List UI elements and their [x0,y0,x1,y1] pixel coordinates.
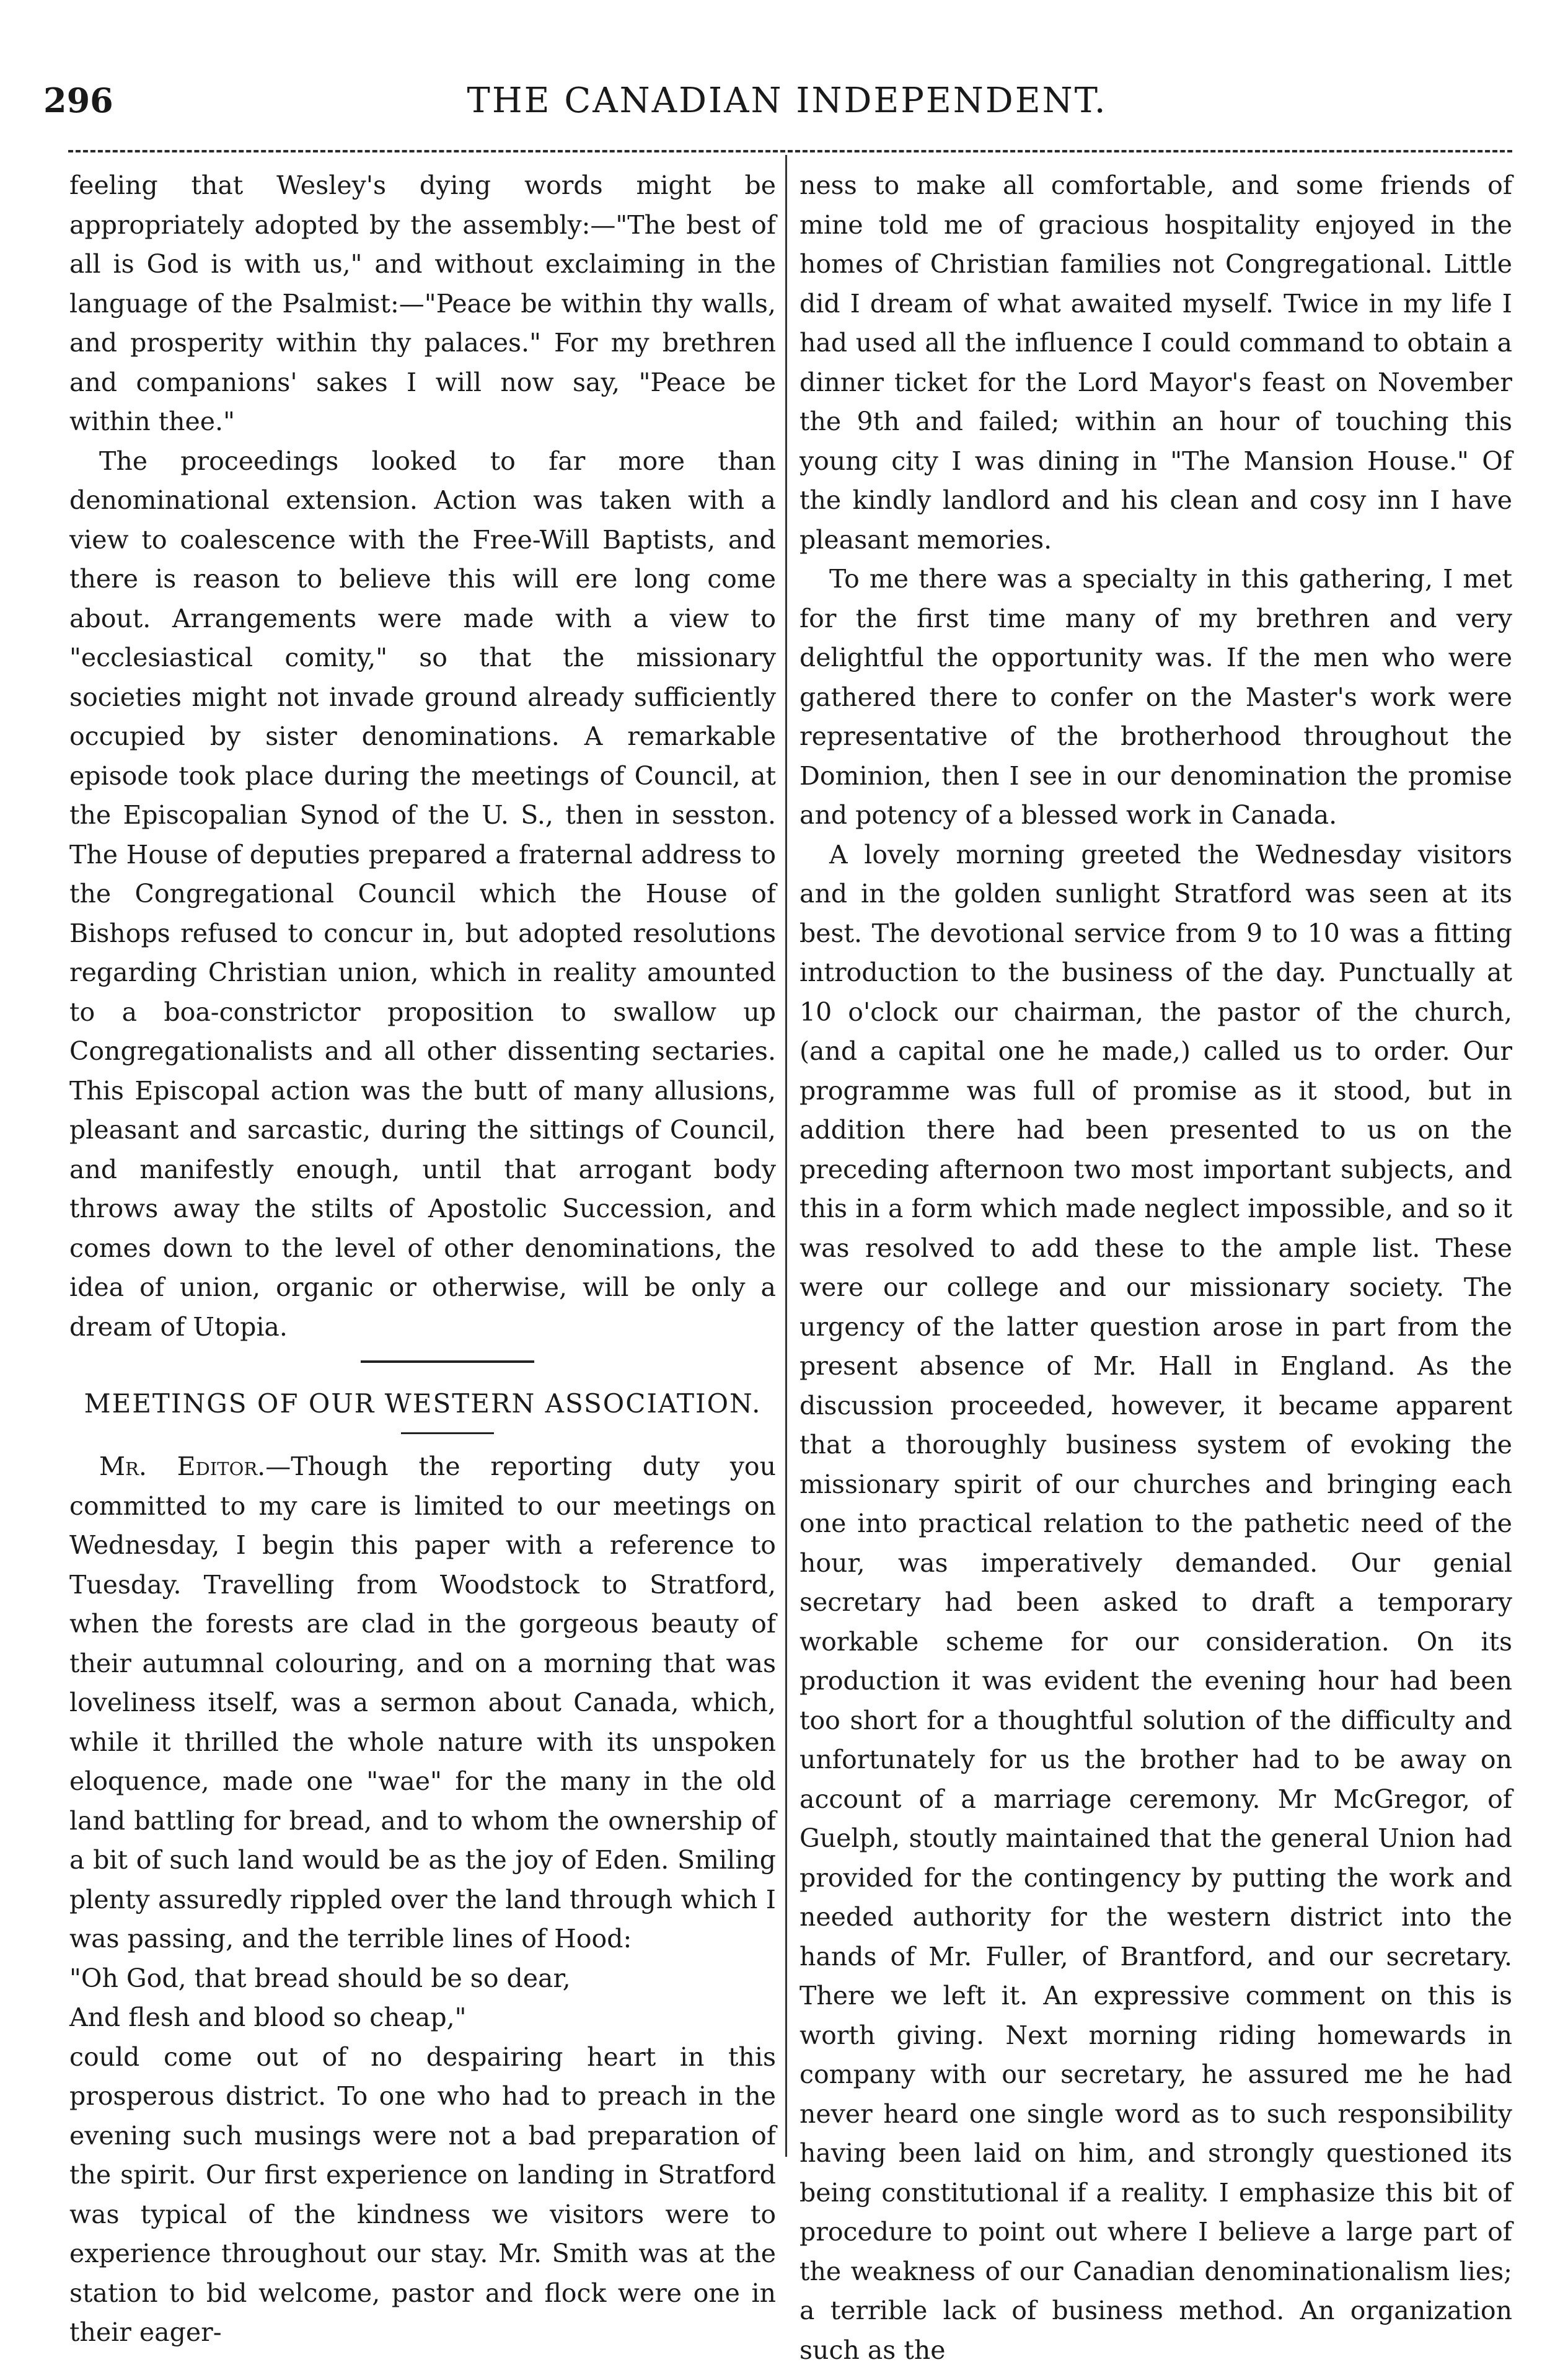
right-paragraph-3: A lovely morning greeted the Wednesday visitors and in the golden sunlight Stratford was seen at its best. The devotional service from 9 to 10 was a fitting introduction to the business of the day. Punctually at 10 o'clock our chairman, the pastor of the church, (and a capital one he made,) called us to order. Our programme was full of promise as it stood, but in addition there had been presented to us on the preceding afternoon two most important subjects, and this in a form which made neglect impossible, and so it was resolved to add these to the ample list. These were our college and our missionary society. The urgency of the latter question arose in part from the present absence of Mr. Hall in England. As the discussion proceeded, however, it became apparent that a thoroughly business system of evoking the missionary spirit of our churches and bringing each one into practical relation to the pathetic need of the hour, was imperatively demanded. Our genial secretary had been asked to draft a temporary workable scheme for our consideration. On its production it was evident the evening hour had been too short for a thoughtful solution of the difficulty and unfortunately for us the brother had to be away on account of a marriage ceremony. Mr McGregor, of Guelph, stoutly maintained that the general Union had provided for the contingency by putting the work and needed authority for the western district into the hands of Mr. Fuller, of Brantford, and our secretary. There we left it. An expressive comment on this is worth giving. Next morning riding homewards in company with our secretary, he assured me he had never heard one single word as to such responsibility having been laid on him, and strongly questioned its being constitutional if a reality. I emphasize this bit of procedure to point out where I believe a large part of the weakness of our Canadian denominationalism lies; a terrible lack of business method. An organization such as the [799,835,1512,2370]
page-number: 296 [43,81,113,120]
left-paragraph-3-text: —Though the reporting duty you committed to my care is limited to our meetings on Wednesday, I begin this paper with a reference to Tuesday. Travelling from Woodstock to Stratford, when the forests are clad in the gorgeous beauty of their autumnal colouring, and on a morning that was loveliness itself, was a sermon about Canada, which, while it thrilled the whole nature with its unspoken eloquence, made one "wae" for the many in the old land battling for bread, and to whom the ownership of a bit of such land would be as the joy of Eden. Smiling plenty assuredly rippled over the land through which I was passing, and the terrible lines of Hood: [69,1452,776,1954]
left-paragraph-4: could come out of no despairing heart in this prosperous district. To one who had to preach in the evening such musings were not a bad preparation of the spirit. Our first experience on landing in Stratford was typical of the kindness we visitors were to experience throughout our stay. Mr. Smith was at the station to bid welcome, pastor and flock were one in their eager- [69,2038,776,2353]
quote-line-2: And flesh and blood so cheap," [69,1998,776,2038]
left-paragraph-3 [69,1447,776,1959]
header-rule [68,150,1512,152]
title-underline [69,1422,776,1447]
section-title: MEETINGS OF OUR WESTERN ASSOCIATION. [69,1385,776,1422]
column-divider [785,155,787,2157]
right-paragraph-1: ness to make all comfortable, and some friends of mine told me of gracious hospitality enjoyed in the homes of Christian families not Congregational. Little did I dream of what awaited myself. Twice in my life I had used all the influence I could command to obtain a dinner ticket for the Lord Mayor's feast on November the 9th and failed; within an hour of touching this young city I was dining in "The Mansion House." Of the kindly landlord and his clean and cosy inn I have pleasant memories. [799,166,1512,560]
right-paragraph-2: To me there was a specialty in this gathering, I met for the first time many of my brethren and very delightful the opportunity was. If the men who were gathered there to confer on the Master's work were representative of the brotherhood throughout the Dominion, then I see in our denomination the promise and potency of a blessed work in Canada. [799,560,1512,835]
left-paragraph-1: feeling that Wesley's dying words might be appropriately adopted by the assembly:—"The best of all is God is with us," and without exclaiming in the language of the Psalmist:—"Peace be within thy walls, and prosperity within thy palaces." For my brethren and companions' sakes I will now say, "Peace be within thee." [69,166,776,442]
section-divider [69,1347,776,1384]
page-header [43,81,1531,143]
journal-title: THE CANADIAN INDEPENDENT. [43,81,1531,121]
right-column [799,166,1512,2370]
left-column [69,166,776,2353]
salutation: Mr. Editor. [99,1452,265,1481]
left-paragraph-2: The proceedings looked to far more than denominational extension. Action was taken with a view to coalescence with the Free-Will Baptists, and there is reason to believe this will ere long come about. Arrangements were made with a view to "ecclesiastical comity," so that the missionary societies might not invade ground already sufficiently occupied by sister denominations. A remarkable episode took place during the meetings of Council, at the Episcopalian Synod of the U. S., then in sesston. The House of deputies prepared a fraternal address to the Congregational Council which the House of Bishops refused to concur in, but adopted resolutions regarding Christian union, which in reality amounted to a boa-constrictor proposition to swallow up Congregationalists and all other dissenting sectaries. This Episcopal action was the butt of many allusions, pleasant and sarcastic, during the sittings of Council, and manifestly enough, until that arrogant body throws away the stilts of Apostolic Succession, and comes down to the level of other denominations, the idea of union, organic or otherwise, will be only a dream of Utopia. [69,442,776,1347]
quote-line-1: "Oh God, that bread should be so dear, [69,1959,776,1999]
